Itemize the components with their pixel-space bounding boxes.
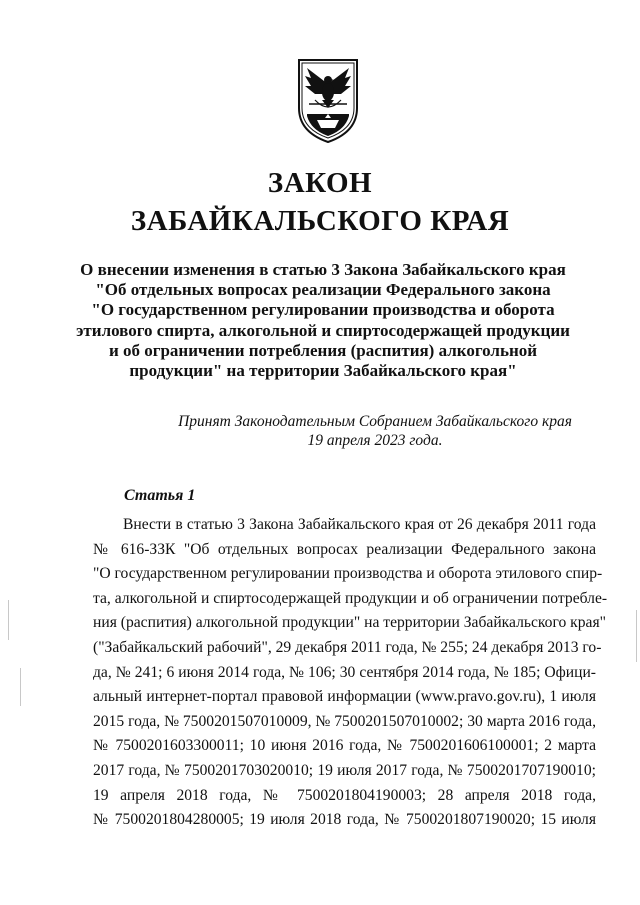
body-line: № 7500201603300011; 10 июня 2016 года, № 7500201606100001; 2 марта	[93, 737, 596, 755]
coat-of-arms-icon	[295, 56, 361, 144]
article-body	[93, 513, 608, 833]
body-line: "О государственном регулировании производства и оборота этилового спир-	[93, 565, 603, 583]
scan-artifact	[20, 668, 21, 706]
scan-artifact	[8, 600, 9, 640]
subject-line: "О государственном регулировании производства и оборота	[91, 300, 555, 320]
body-line: да, № 241; 6 июня 2014 года, № 106; 30 сентября 2014 года, № 185; Офици-	[93, 663, 596, 681]
body-line: 19 апреля 2018 года, № 7500201804190003; 28 апреля 2018 года,	[93, 786, 596, 804]
subject-line: и об ограничении потребления (распития) алкогольной	[108, 340, 538, 360]
adoption-note	[60, 412, 640, 450]
body-line: та, алкогольной и спиртосодержащей продукции и об ограничении потребле-	[93, 589, 608, 607]
body-line: № 7500201804280005; 19 июля 2018 года, № 7500201807190020; 15 июля	[93, 811, 596, 829]
body-line: 2015 года, № 7500201507010009, № 7500201507010002; 30 марта 2016 года,	[93, 712, 596, 730]
subject-line: этилового спирта, алкогольной и спиртосодержащей продукции	[76, 320, 570, 340]
body-line: альный интернет-портал правовой информации (www.pravo.gov.ru), 1 июля	[93, 688, 596, 706]
scan-artifact	[636, 610, 637, 662]
law-subject	[60, 260, 586, 381]
subject-line: "Об отдельных вопросах реализации Федерального закона	[95, 280, 551, 300]
document-type-title: ЗАКОН	[267, 167, 373, 199]
body-line: ("Забайкальский рабочий", 29 декабря 2011 года, № 255; 24 декабря 2013 го-	[93, 638, 602, 656]
subject-line: продукции" на территории Забайкальского края"	[129, 361, 517, 381]
body-line: ния (распития) алкогольной продукции" на территории Забайкальского края"	[93, 614, 606, 632]
body-line: № 616-ЗЗК "Об отдельных вопросах реализации Федерального закона	[93, 540, 596, 558]
issuer-title: ЗАБАЙКАЛЬСКОГО КРАЯ	[130, 205, 510, 237]
body-line: 2017 года, № 7500201703020010; 19 июля 2017 года, № 7500201707190010;	[93, 761, 596, 779]
subject-line: О внесении изменения в статью 3 Закона Забайкальского края	[80, 260, 566, 279]
body-line: Внести в статью 3 Закона Забайкальского края от 26 декабря 2011 года	[123, 516, 596, 533]
article-heading: Статья 1	[124, 487, 196, 504]
adoption-note-line: Принят Законодательным Собранием Забайкальского края	[178, 413, 572, 430]
adoption-date: 19 апреля 2023 года.	[307, 432, 443, 449]
